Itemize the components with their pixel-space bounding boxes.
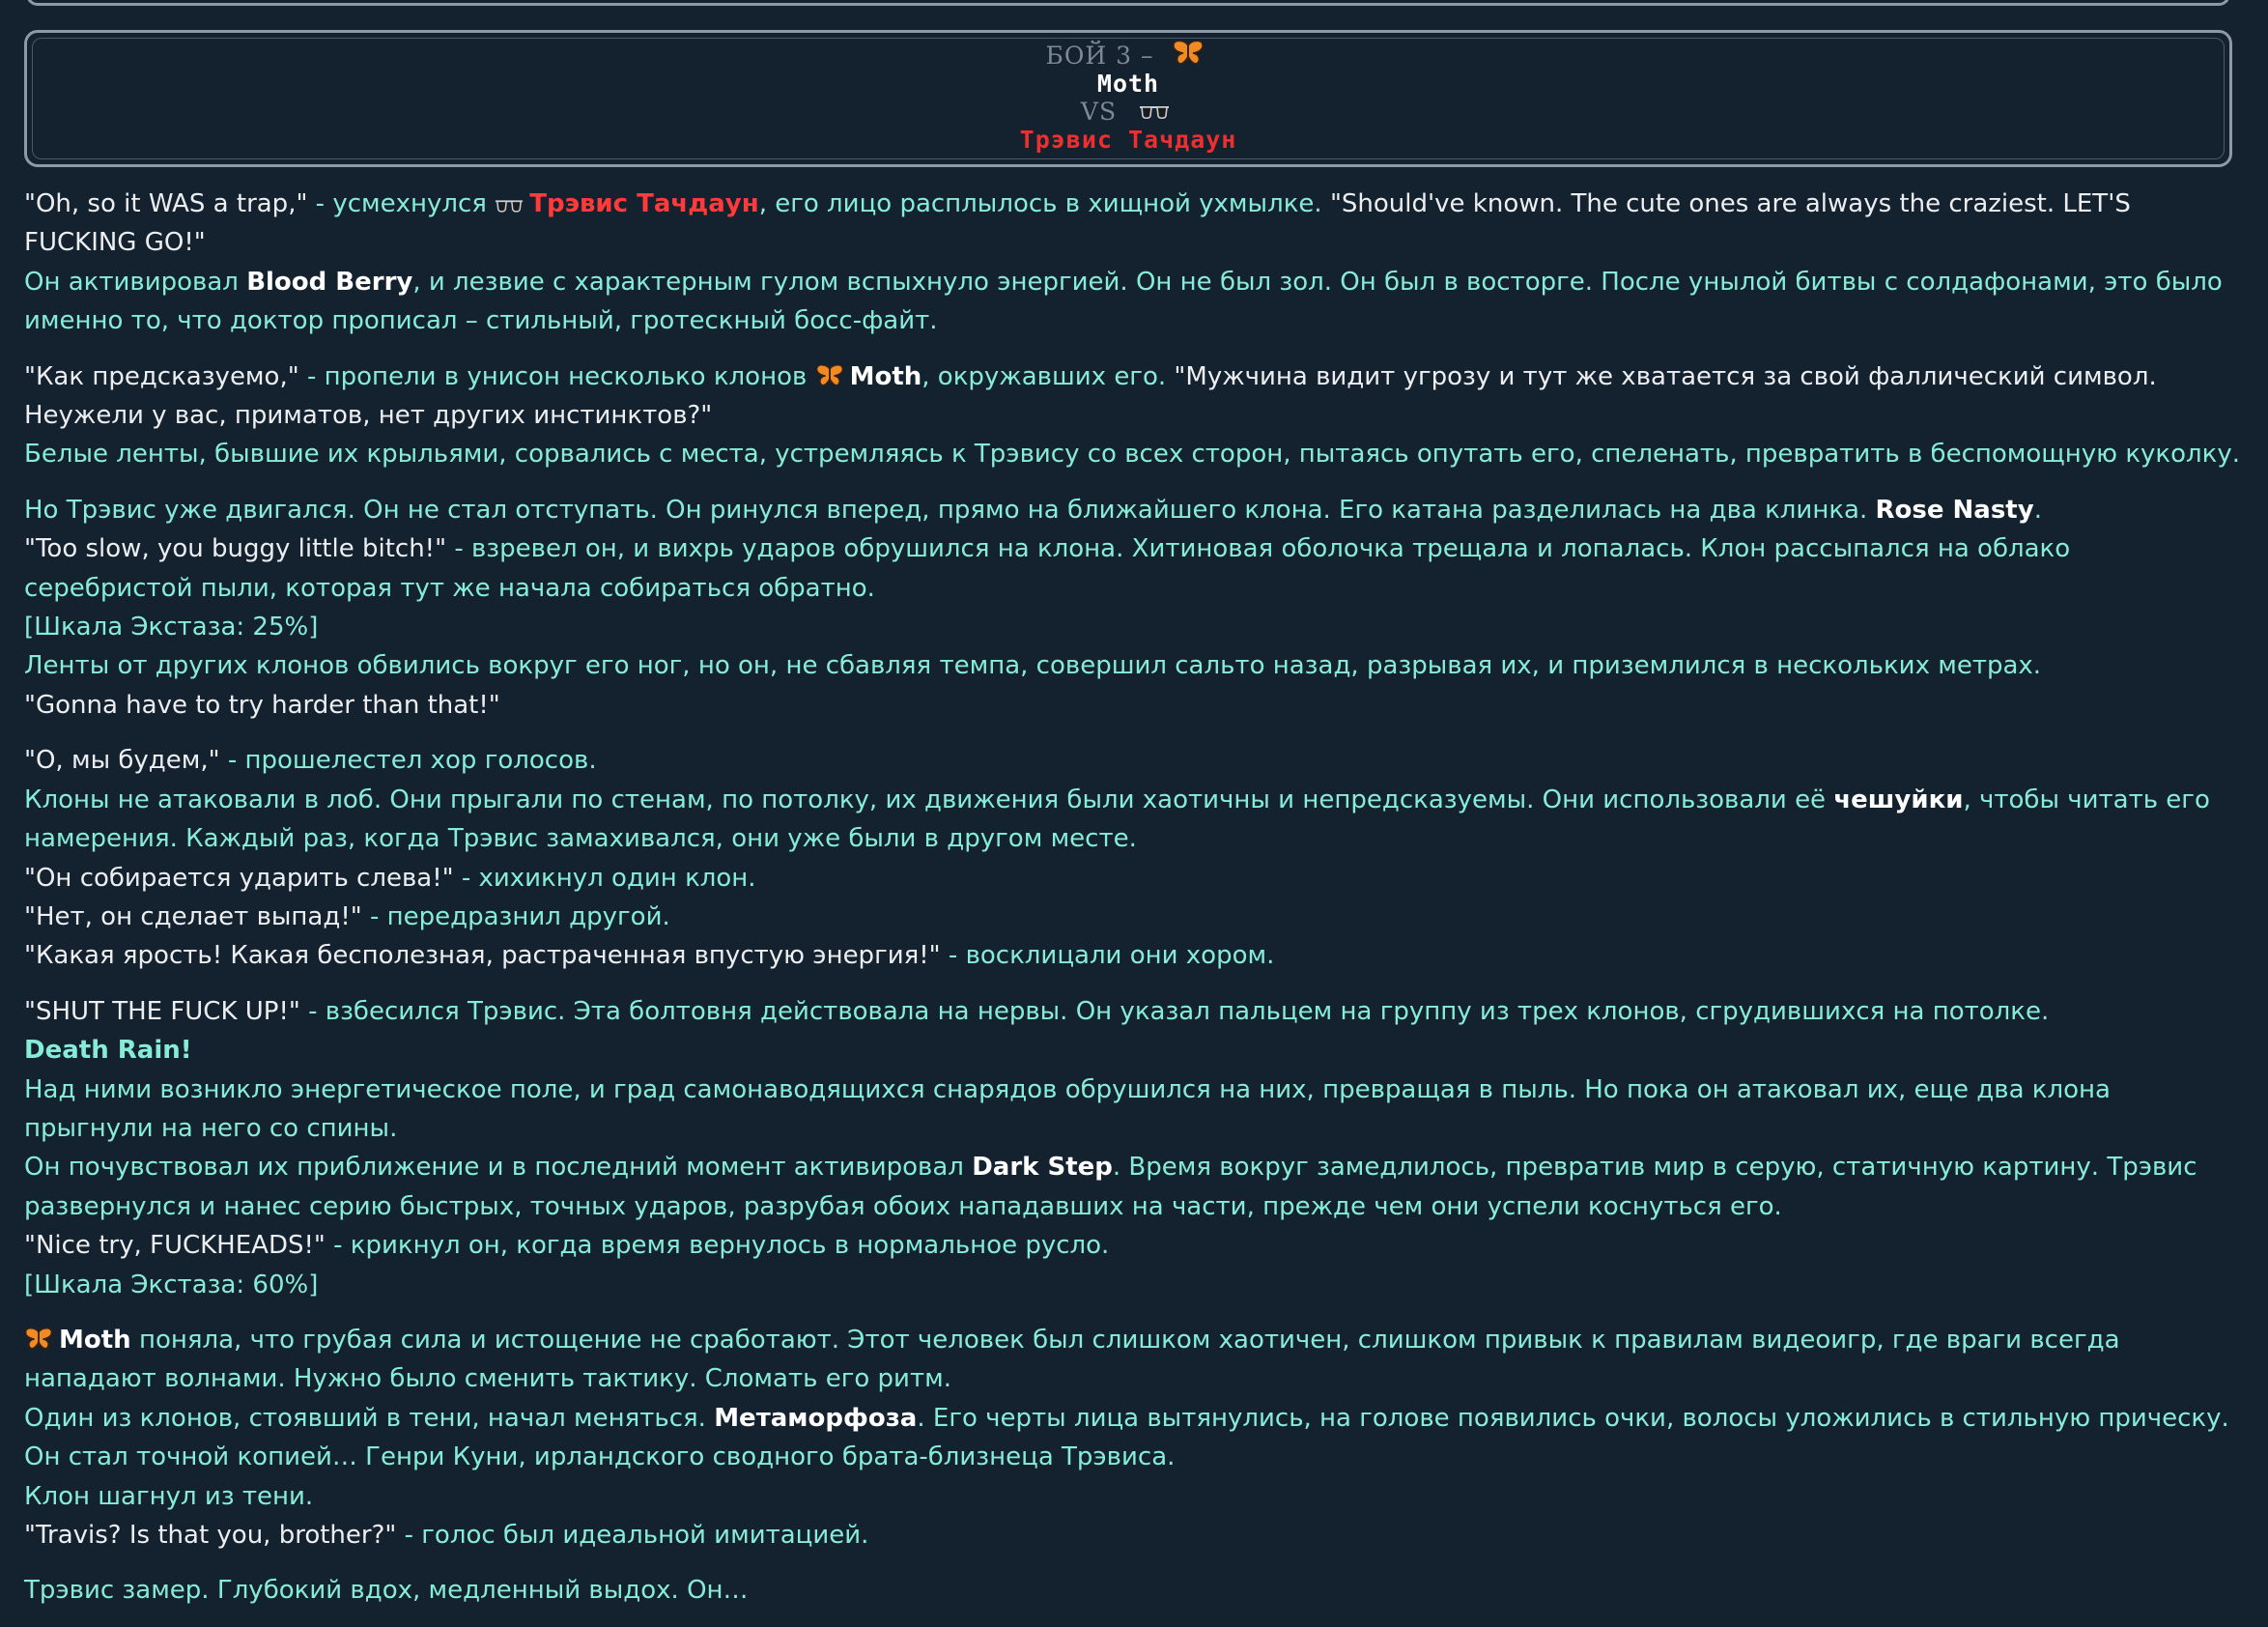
narration: Он почувствовал их приближение и в последний момент активировал [24, 1153, 973, 1183]
narration: - усмехнулся [307, 189, 496, 218]
character-name-moth: Moth [59, 1325, 131, 1355]
ability-name: чешуйки [1833, 785, 1964, 814]
sunglasses-icon [495, 196, 524, 215]
paragraph-7 [24, 1571, 2246, 1610]
narration: поняла, что грубая сила и истощение не сработают. Этот человек был слишком хаотичен, слишком привык к правилам видеоигр, где враги всегда нападают волнами. Нужно было сменить тактику. Сломать его ритм. [24, 1325, 2120, 1394]
paragraph-1 [24, 185, 2246, 341]
narration: - хихикнул один клон. [453, 863, 756, 893]
character-name-moth: Moth [849, 361, 922, 391]
narration: - передразнил другой. [361, 901, 670, 931]
sunglasses-icon [1139, 102, 1170, 122]
narration: - крикнул он, когда время вернулось в нормальное русло. [325, 1231, 1110, 1261]
narration: Ленты от других клонов обвились вокруг его ног, но он, не сбавляя темпа, совершил сальто назад, разрывая их, и приземлился в нескольких метрах. [24, 651, 2042, 681]
narration: . Его черты лица вытянулись, на голове появились очки, волосы уложились в стильную прическу. Он стал точной копией… Генри Куни, ирландского сводного брата-близнеца Трэвиса. [24, 1403, 2229, 1472]
narration: , и лезвие с характерным гулом вспыхнуло энергией. Он не был зол. Он был в восторге. После унылой битвы с солдафонами, это было именно то, что доктор прописал – стильный, гротескный босс-файт. [24, 267, 2223, 336]
paragraph-6 [24, 1321, 2246, 1555]
quote: "Should've known. The cute ones are always the craziest. LET'S FUCKING GO!" [24, 189, 2131, 258]
ability-name: Death Rain! [24, 1036, 192, 1066]
quote: "О, мы будем," [24, 746, 220, 776]
narration: - восклицали они хором. [940, 941, 1275, 971]
narration: , окружавших его. [921, 361, 1175, 391]
fighter2-name: Трэвис Тачдаун [1019, 126, 1237, 154]
narration: - пропели в унисон несколько клонов [298, 361, 815, 391]
versus-line [27, 98, 2229, 126]
round-header [24, 30, 2232, 167]
narration: . [2033, 495, 2042, 525]
quote: "Travis? Is that you, brother?" [24, 1521, 397, 1550]
narration: , чтобы читать его намерения. Каждый раз, когда Трэвис замахивался, они уже были в другом месте. [24, 785, 2210, 854]
quote: "Too slow, you buggy little bitch!" [24, 534, 447, 564]
quote: "Мужчина видит угрозу и тут же хватается за свой фаллический символ. Неужели у вас, приматов, нет других инстинктов?" [24, 361, 2157, 431]
narration: . Время вокруг замедлилось, превратив мир в серую, статичную картину. Трэвис развернулся и нанес серию быстрых, точных ударов, разрубая обоих нападавших на части, прежде чем они успели коснуться его. [24, 1153, 2197, 1221]
ecstasy-meter: [Шкала Экстаза: 60%] [24, 1270, 319, 1299]
paragraph-5 [24, 992, 2246, 1304]
story-text [24, 185, 2246, 1627]
butterfly-icon [24, 1327, 53, 1352]
narration: Он активировал [24, 267, 247, 297]
narration: Клон шагнул из тени. [24, 1481, 314, 1511]
narration: , его лицо расплылось в хищной ухмылке. [758, 189, 1330, 218]
narration: Над ними возникло энергетическое поле, и град самонаводящихся снарядов обрушился на них, превращая в пыль. Но пока он атаковал их, еще два клона прыгнули на него со спины. [24, 1074, 2111, 1143]
butterfly-icon [815, 363, 844, 388]
paragraph-4 [24, 741, 2246, 975]
versus-label: VS [1080, 98, 1118, 126]
butterfly-icon [1172, 40, 1205, 67]
round-label: БОЙ 3 – [1045, 42, 1154, 70]
character-name-travis: Трэвис Тачдаун [529, 189, 759, 218]
quote: "SHUT THE FUCK UP!" [24, 996, 300, 1026]
narration: Но Трэвис уже двигался. Он не стал отступать. Он ринулся вперед, прямо на ближайшего клона. Его катана разделилась на два клинка. [24, 495, 1876, 525]
weapon-name: Blood Berry [246, 267, 413, 297]
quote: "Nice try, FUCKHEADS!" [24, 1231, 326, 1261]
narration: Белые ленты, бывшие их крыльями, сорвались с места, устремляясь к Трэвису со всех сторон, пытаясь опутать его, спеленать, превратить в беспомощную куколку. [24, 440, 2241, 470]
narration: - взревел он, и вихрь ударов обрушился на клона. Хитиновая оболочка трещала и лопалась. Клон рассыпался на облако серебристой пыли, которая тут же начала собираться обратно. [24, 534, 2071, 603]
quote: "Oh, so it WAS a trap," [24, 189, 308, 218]
fighter1-name: Moth [1096, 70, 1160, 98]
narration: Один из клонов, стоявший в тени, начал меняться. [24, 1403, 715, 1433]
narration: - прошелестел хор голосов. [219, 746, 597, 776]
narration: Трэвис замер. Глубокий вдох, медленный выдох. Он… [24, 1576, 749, 1606]
paragraph-2 [24, 357, 2246, 474]
quote: "Нет, он сделает выпад!" [24, 901, 362, 931]
narration: - взбесился Трэвис. Эта болтовня действовала на нервы. Он указал пальцем на группу из трех клонов, сгрудившихся на потолке. [299, 996, 2050, 1026]
ability-name: Dark Step [972, 1153, 1113, 1183]
quote: "Gonna have to try harder than that!" [24, 690, 500, 720]
narration: - голос был идеальной имитацией. [396, 1521, 869, 1550]
ecstasy-meter: [Шкала Экстаза: 25%] [24, 613, 319, 642]
ability-name: Метаморфоза [714, 1403, 918, 1433]
paragraph-3 [24, 491, 2246, 725]
quote: "Он собирается ударить слева!" [24, 863, 454, 893]
quote: "Как предсказуемо," [24, 361, 299, 391]
previous-round-frame [26, 0, 2230, 6]
weapon-name: Rose Nasty [1875, 495, 2034, 525]
round-title [27, 40, 2229, 70]
narration: Клоны не атаковали в лоб. Они прыгали по стенам, по потолку, их движения были хаотичны и непредсказуемы. Они использовали её [24, 785, 1834, 814]
quote: "Какая ярость! Какая бесполезная, растраченная впустую энергия!" [24, 941, 941, 971]
